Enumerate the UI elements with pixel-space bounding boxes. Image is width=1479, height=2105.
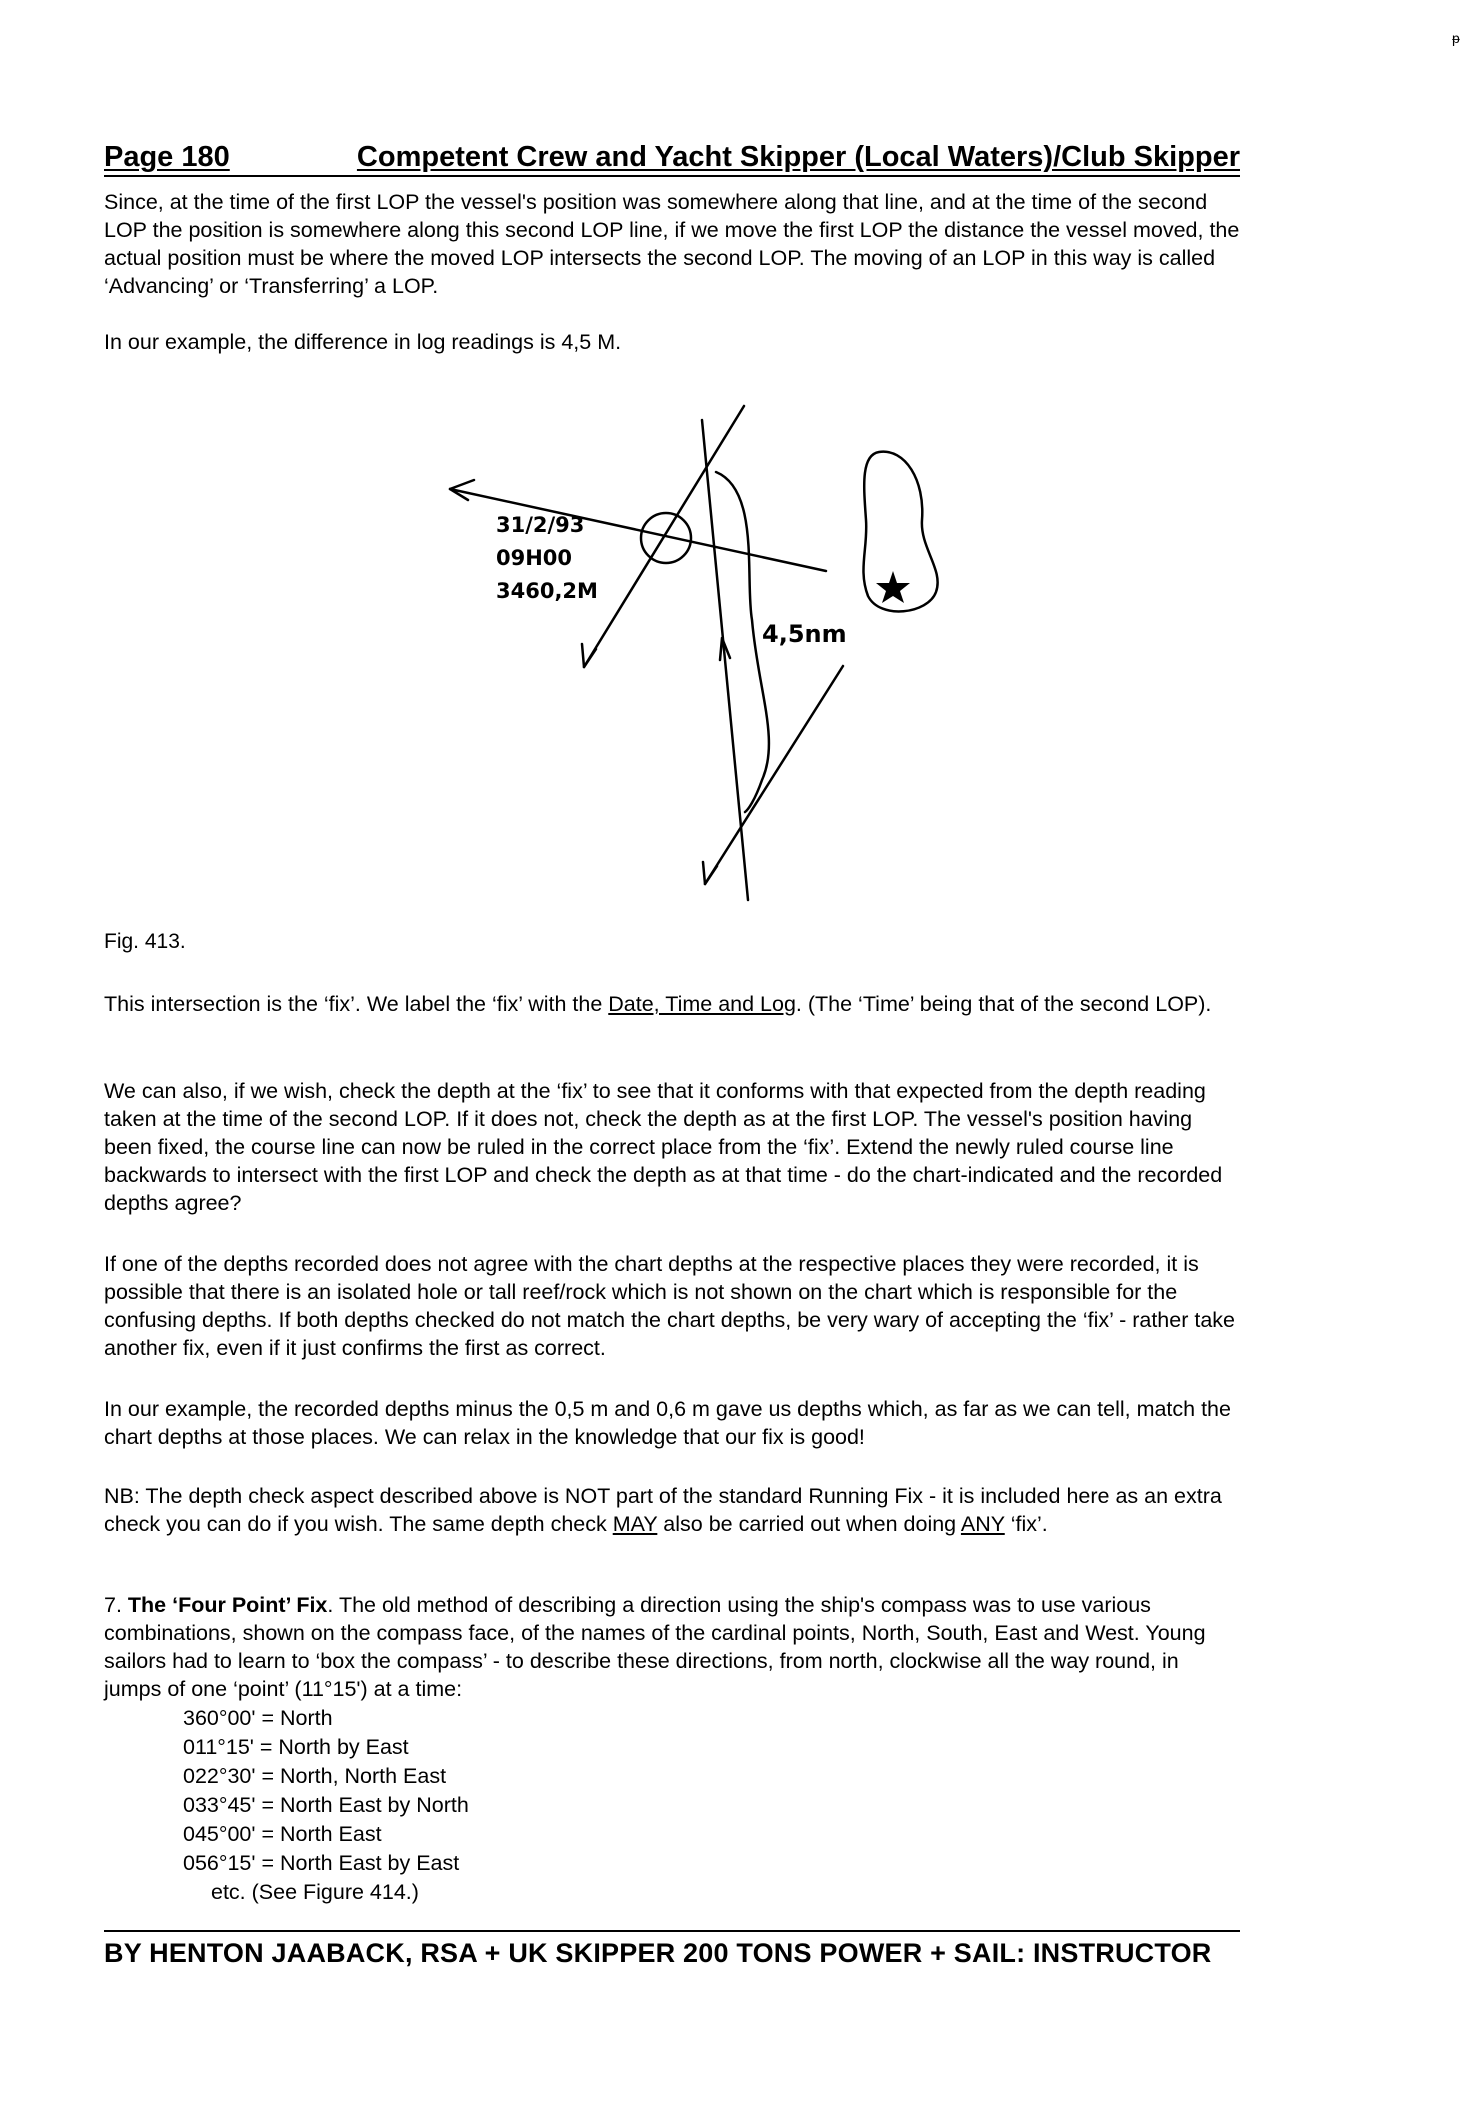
list-end: etc. (See Figure 414.) [211, 1880, 419, 1904]
fix-time-label: 09H00 [496, 546, 573, 570]
list-item: 022°30' = North, North East [183, 1764, 447, 1788]
may-underlined: MAY [612, 1512, 658, 1536]
book-title: Competent Crew and Yacht Skipper (Local Waters)/Club Skipper [356, 141, 1240, 173]
paragraph-text: In our example, the difference in log readings is 4,5 M. [104, 330, 622, 354]
any-underlined: ANY [960, 1512, 1005, 1536]
paragraph-text: NB: The depth check aspect described above is NOT part of the standard Running Fix - it is included here as an extra check you can do if you wish. The same depth check [104, 1484, 1222, 1536]
paragraph-text: This intersection is the ‘fix’. We label the ‘fix’ with the [104, 992, 609, 1016]
list-item: 011°15' = North by East [183, 1735, 409, 1759]
paragraph-text: In our example, the recorded depths minus the 0,5 m and 0,6 m gave us depths which, as far as we can tell, match the chart depths at those places. We can relax in the knowledge that our fix is good! [104, 1397, 1231, 1449]
fix-circle [641, 513, 691, 563]
date-time-log-underlined: Date, Time and Log [608, 992, 796, 1016]
page-footer: BY HENTON JAABACK, RSA + UK SKIPPER 200 TONS POWER + SAIL: INSTRUCTOR [104, 1930, 1240, 1969]
paragraph-text: We can also, if we wish, check the depth at the ‘fix’ to see that it conforms with that expected from the depth reading taken at the time of the second LOP. If it does not, check the depth as at the first LOP. The vessel's position having been fixed, the course line can now be ruled in the correct place from the ‘fix’. Extend the newly ruled course line backwards to intersect with the first LOP and check the depth as at that time - do the chart-indicated and the recorded depths agree? [104, 1079, 1223, 1215]
fix-date-label: 31/2/93 [496, 513, 585, 537]
star-icon [876, 571, 910, 603]
list-item: 056°15' = North East by East [183, 1851, 460, 1875]
paragraph-nb [104, 1482, 1240, 1538]
paragraph-text: also be carried out when doing [657, 1512, 961, 1536]
list-item: 045°00' = North East [183, 1822, 382, 1846]
course-line [702, 420, 748, 900]
second-lop-line [584, 406, 744, 667]
paragraph-text: If one of the depths recorded does not agree with the chart depths at the respective places they were recorded, it is possible that there is an isolated hole or tall reef/rock which is not shown on the chart which is responsible for the confusing depths. If both depths checked do not match the chart depths, be very wary of accepting the ‘fix’ - rather take another fix, even if it just confirms the first as correct. [104, 1252, 1235, 1360]
paragraph-fix-label [104, 990, 1240, 1018]
transferred-lop-line [705, 666, 843, 884]
paragraph-text: . The old method of describing a direction using the ship's compass was to use various combinations, shown on the compass face, of the names of the cardinal points, North, South, East and West. Young sailors had to learn to ‘box the compass’ - to describe these directions, from north, clockwise all the way round, in jumps of one ‘point’ (11°15') at a time: [104, 1593, 1206, 1701]
transferred-lop-arrowhead [703, 862, 717, 884]
paragraph-depth-mismatch [104, 1250, 1240, 1362]
second-lop-arrowhead [582, 644, 596, 667]
paragraph-text: . (The ‘Time’ being that of the second LOP). [795, 992, 1212, 1016]
section-heading: The ‘Four Point’ Fix [127, 1593, 328, 1617]
paragraph-depth-check [104, 1077, 1240, 1217]
fix-log-label: 3460,2M [496, 579, 598, 603]
paragraph-text: Since, at the time of the first LOP the vessel's position was somewhere along that line, and at the time of the second LOP the position is somewhere along this second LOP line, if we move the first LOP the distance the vessel moved, the actual position must be where the moved LOP intersects the second LOP. The moving of an LOP in this way is called ‘Advancing’ or ‘Transferring’ a LOP. [104, 190, 1240, 298]
running-fix-diagram [0, 0, 1479, 920]
figure-caption: Fig. 413. [104, 930, 186, 953]
distance-label: 4,5nm [762, 620, 847, 648]
section-number: 7. [104, 1593, 128, 1617]
corner-mark: ᵽ [1452, 30, 1460, 46]
paragraph-example-depths [104, 1395, 1240, 1451]
list-item: 360°00' = North [183, 1706, 333, 1730]
compass-points-list [183, 1704, 469, 1907]
list-item: 033°45' = North East by North [183, 1793, 469, 1817]
paragraph-text: ‘fix’. [1004, 1512, 1048, 1536]
page-number: Page 180 [104, 141, 230, 173]
first-lop-arrowhead [450, 480, 474, 500]
paragraph-four-point-fix [104, 1591, 1240, 1703]
